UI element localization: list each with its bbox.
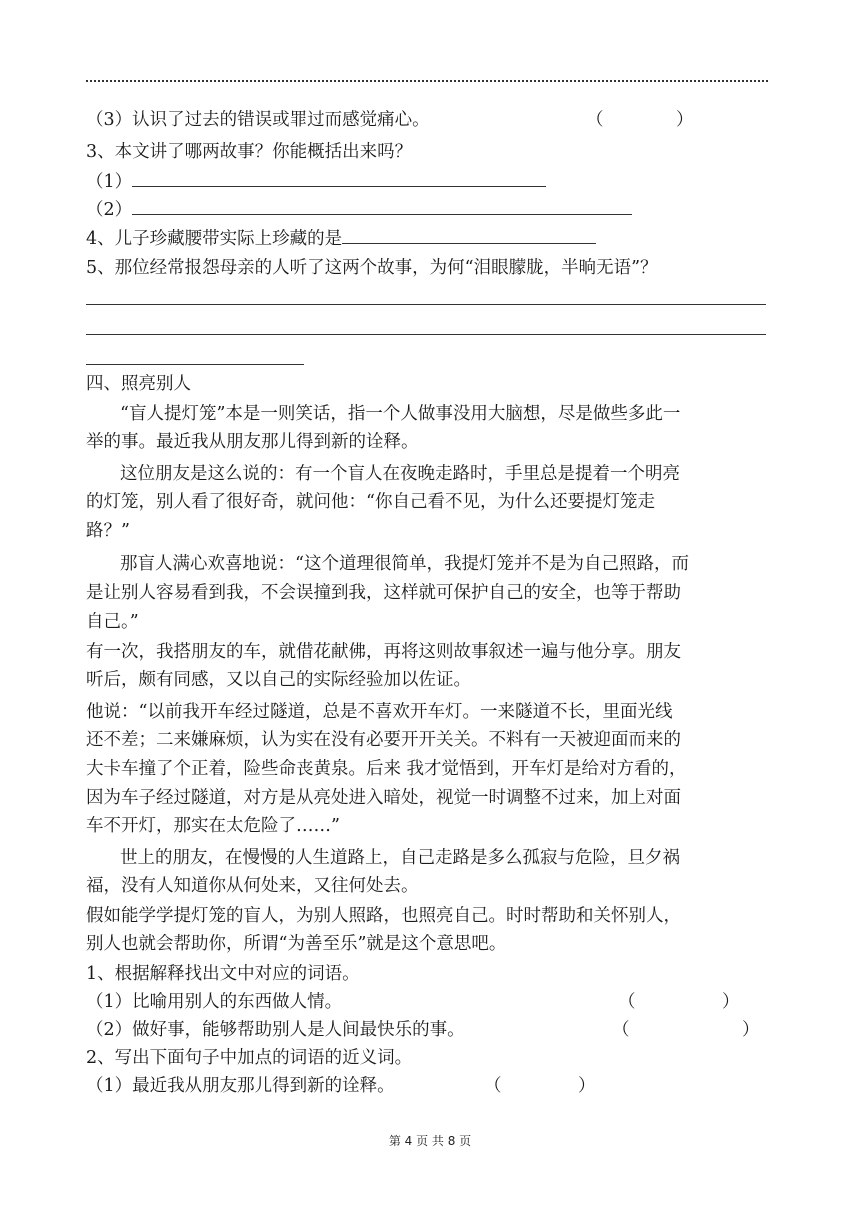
paragraph-line: 是让别人容易看到我，不会误撞到我，这样就可保护自己的安全，也等于帮助 <box>86 583 681 603</box>
item-3-text: （3）认识了过去的错误或罪过而感觉痛心。 <box>86 110 430 130</box>
answer-blank[interactable] <box>132 196 632 215</box>
paragraph-line: 举的事。最近我从朋友那儿得到新的诠释。 <box>86 432 419 452</box>
question-5: 5、那位经常报怨母亲的人听了这两个故事，为何“泪眼朦胧，半晌无语”？ <box>86 258 658 278</box>
question-4: 4、儿子珍藏腰带实际上珍藏的是 <box>86 225 596 251</box>
paragraph-line: 别人也就会帮助你，所谓“为善至乐”就是这个意思吧。 <box>86 934 507 954</box>
answer-line[interactable] <box>86 304 766 305</box>
answer-paren-close: ） <box>722 992 740 1012</box>
question-3: 3、本文讲了哪两故事？你能概括出来吗？ <box>86 142 413 162</box>
answer-paren-open: （ <box>612 1020 630 1040</box>
answer-paren-open: （ <box>586 110 604 130</box>
paragraph-line: 听后，颇有同感，又以自己的实际经验加以佐证。 <box>86 670 471 690</box>
sub-question-1: 1、根据解释找出文中对应的词语。 <box>86 964 360 984</box>
paragraph-line: 有一次，我搭朋友的车，就借花献佛，再将这则故事叙述一遍与他分享。朋友 <box>86 642 681 662</box>
answer-paren-open: （ <box>484 1076 502 1096</box>
paragraph-line: 世上的朋友，在慢慢的人生道路上，自己走路是多么孤寂与危险，旦夕祸 <box>120 848 680 868</box>
answer-line[interactable] <box>86 334 766 335</box>
paragraph-line: 他说：“以前我开车经过隧道，总是不喜欢开车灯。一来隧道不长，里面光线 <box>86 702 673 722</box>
paragraph-line: 那盲人满心欢喜地说：“这个道理很简单，我提灯笼并不是为自己照路，而 <box>120 554 689 574</box>
paragraph-line: 福，没有人知道你从何处来，又往何处去。 <box>86 876 419 896</box>
paragraph-line: 因为车子经过隧道，对方是从亮处进入暗处，视觉一时调整不过来，加上对面 <box>86 788 681 808</box>
paragraph-line: 这位朋友是这么说的：有一个盲人在夜晚走路时，手里总是提着一个明亮 <box>120 464 680 484</box>
dotted-separator <box>86 80 768 82</box>
paragraph-line: 大卡车撞了个正着，险些命丧黄泉。后来 我才觉悟到，开车灯是给对方看的， <box>86 759 687 779</box>
page-footer: 第 4 页 共 8 页 <box>388 1134 472 1148</box>
question-3-item-1: （1） <box>86 168 546 194</box>
sub-question-2-item-1: （1）最近我从朋友那儿得到新的诠释。 <box>86 1076 395 1096</box>
paragraph-line: 路？” <box>86 521 130 541</box>
answer-paren-close: ） <box>676 110 694 130</box>
paragraph-line: 自己。” <box>86 612 139 632</box>
paragraph-line: 还不差；二来嫌麻烦，认为实在没有必要开开关关。不料有一天被迎面而来的 <box>86 730 681 750</box>
answer-blank[interactable] <box>132 168 546 187</box>
answer-paren-open: （ <box>618 992 636 1012</box>
answer-paren-close: ） <box>578 1076 596 1096</box>
question-3-item-2: （2） <box>86 196 632 222</box>
sub-question-2: 2、写出下面句子中加点的词语的近义词。 <box>86 1048 413 1068</box>
paragraph-line: 假如能学学提灯笼的盲人，为别人照路，也照亮自己。时时帮助和关怀别人， <box>86 906 681 926</box>
sub-question-1-item-2: （2）做好事，能够帮助别人是人间最快乐的事。 <box>86 1020 465 1040</box>
answer-line[interactable] <box>86 364 304 365</box>
answer-blank[interactable] <box>342 225 596 244</box>
paragraph-line: 的灯笼，别人看了很好奇，就问他：“你自己看不见，为什么还要提灯笼走 <box>86 492 655 512</box>
paragraph-line: 车不开灯，那实在太危险了……” <box>86 816 340 836</box>
paragraph-line: “盲人提灯笼”本是一则笑话，指一个人做事没用大脑想，尽是做些多此一 <box>120 404 681 424</box>
answer-paren-close: ） <box>742 1020 760 1040</box>
section-title: 四、照亮别人 <box>86 374 191 394</box>
sub-question-1-item-1: （1）比喻用别人的东西做人情。 <box>86 992 343 1012</box>
